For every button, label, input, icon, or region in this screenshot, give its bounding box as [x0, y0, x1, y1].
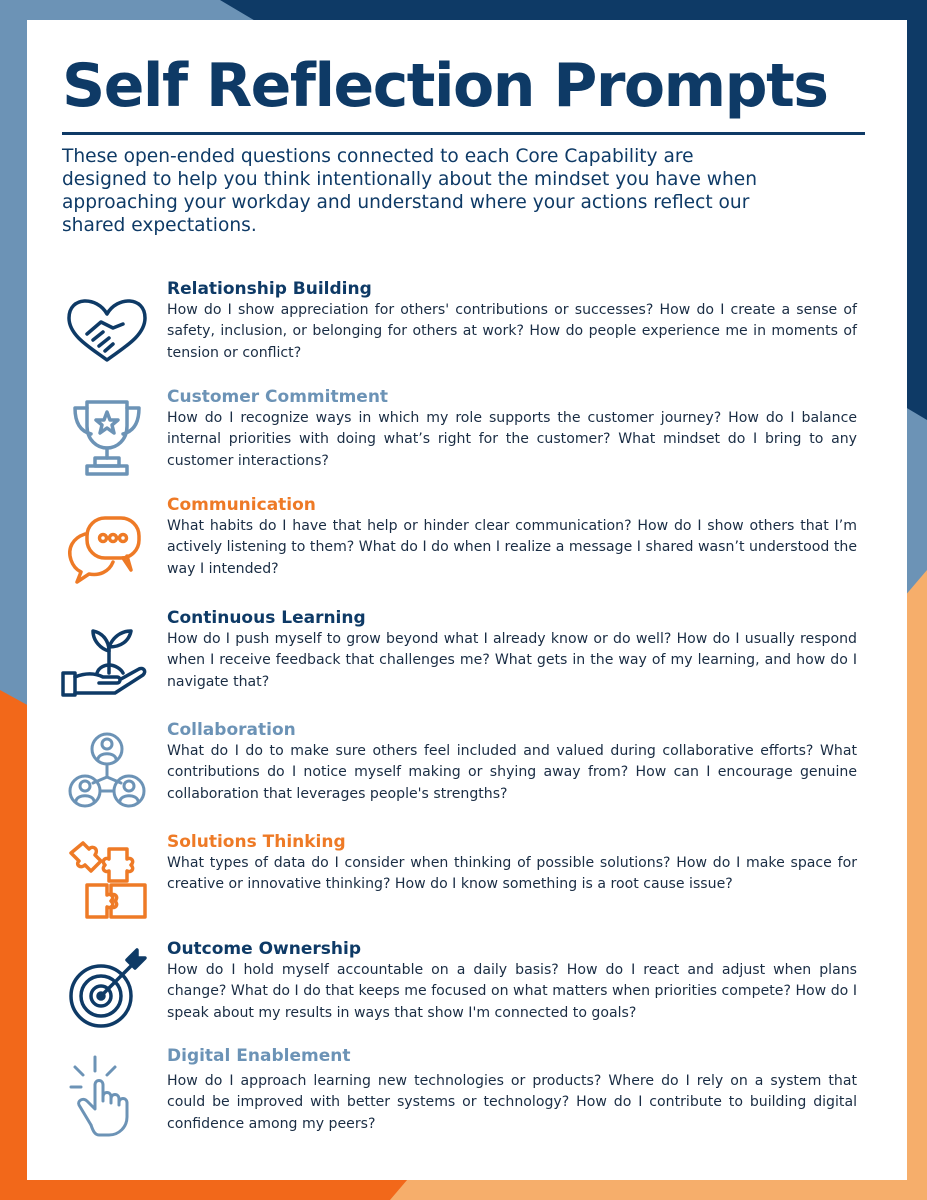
speech-bubbles-icon	[57, 494, 157, 594]
puzzle-pieces-icon	[57, 831, 157, 931]
target-arrow-icon	[57, 938, 157, 1038]
capability-title: Customer Commitment	[167, 387, 389, 407]
handshake-heart-icon	[57, 278, 157, 378]
trophy-star-icon	[57, 386, 157, 486]
capability-prompts: How do I approach learning new technologies or products? Where do I rely on a system that could be improved with better systems or technology? How do I contribute to building digital confidence among my peers?	[167, 1073, 857, 1132]
capability-prompts: How do I show appreciation for others' contributions or successes? How do I create a sense of safety, inclusion, or belonging for others at work? How do people experience me in moments of tension or conflict?	[167, 302, 857, 361]
capability-solutions-thinking	[57, 831, 887, 941]
capability-outcome-ownership	[57, 938, 887, 1048]
capability-prompts: How do I hold myself accountable on a daily basis? How do I react and adjust when plans change? What do I do that keeps me focused on what matters when priorities compete? How do I speak about my results in ways that show I'm connected to goals?	[167, 962, 857, 1021]
people-network-icon	[57, 719, 157, 819]
capability-prompts: What types of data do I consider when thinking of possible solutions? How do I make space for creative or innovative thinking? How do I know something is a root cause issue?	[167, 855, 857, 893]
capability-collaboration	[57, 719, 887, 829]
capability-title: Outcome Ownership	[167, 939, 361, 959]
capability-title: Relationship Building	[167, 279, 372, 299]
page-title: Self Reflection Prompts	[62, 51, 828, 121]
capability-title: Solutions Thinking	[167, 832, 346, 852]
prompt-card	[27, 20, 907, 1180]
capability-digital-enablement	[57, 1045, 887, 1155]
capability-title: Digital Enablement	[167, 1046, 351, 1066]
capability-title: Communication	[167, 495, 316, 515]
capability-prompts: What habits do I have that help or hinder clear communication? How do I show others that I’m actively listening to them? What do I do when I realize a message I shared wasn’t understood the way I intended?	[167, 518, 857, 577]
intro-text: These open-ended questions connected to each Core Capability are designed to help you think intentionally about the mindset you have when approaching your workday and understand where your actions reflect our shared expectations.	[62, 146, 758, 236]
capability-prompts: How do I push myself to grow beyond what I already know or do well? How do I usually respond when I receive feedback that challenges me? What gets in the way of my learning, and how do I navigate that?	[167, 631, 857, 690]
hand-sprout-icon	[57, 607, 157, 707]
capability-title: Continuous Learning	[167, 608, 366, 628]
title-divider	[62, 132, 865, 135]
capability-relationship-building	[57, 278, 887, 388]
capability-prompts: How do I recognize ways in which my role supports the customer journey? How do I balance internal priorities with doing what’s right for the customer? What mindset do I bring to any customer interactions?	[167, 410, 857, 469]
capability-continuous-learning	[57, 607, 887, 717]
capability-title: Collaboration	[167, 720, 296, 740]
capability-prompts: What do I do to make sure others feel included and valued during collaborative efforts? What contributions do I notice myself making or shying away from? How can I encourage genuine collaboration that leverages people's strengths?	[167, 743, 857, 802]
pointer-hand-icon	[57, 1045, 157, 1145]
capability-communication	[57, 494, 887, 604]
capability-customer-commitment	[57, 386, 887, 496]
